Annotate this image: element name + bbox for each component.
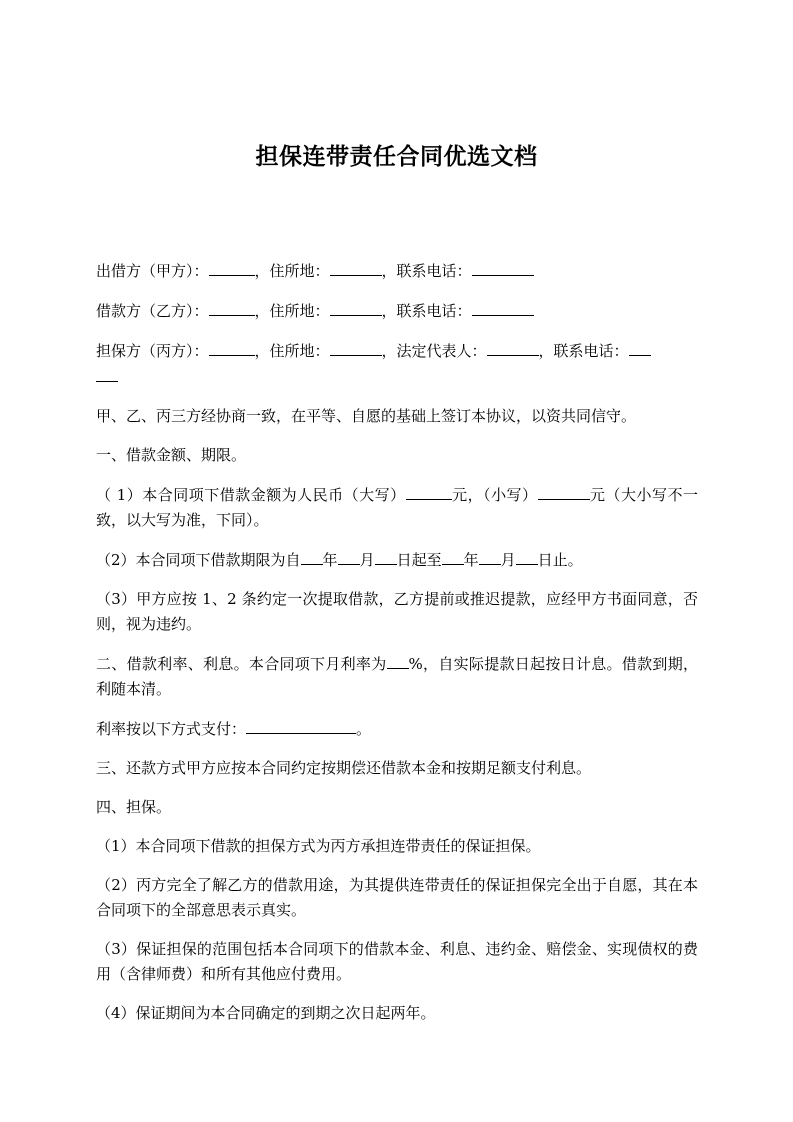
section-1-item-3: （3）甲方应按 1、2 条约定一次提取借款，乙方提前或推迟提款，应经甲方书面同意，否则，视为违约。 [96, 590, 698, 633]
text: 二、借款利率、利息。本合同项下月利率为 [96, 655, 387, 673]
lender-phone-blank [472, 258, 534, 276]
lender-phone-label: ，联系电话： [381, 262, 472, 280]
text: %，自实际提款日起按日计息。借款到期，利随本清。 [96, 655, 698, 698]
text: 年 [463, 551, 479, 569]
section-3-paragraph: 三、还款方式甲方应按本合同约定按期偿还借款本金和按期足额支付利息。 [96, 759, 592, 777]
text: 年 [322, 551, 338, 569]
section-1-heading: 一、借款金额、期限。 [96, 446, 247, 464]
lender-label: 出借方（甲方）： [96, 262, 209, 280]
start-month-blank [338, 547, 360, 565]
text: （2）本合同项下借款期限为自 [96, 551, 301, 569]
borrower-line [96, 298, 698, 324]
guarantor-name-blank [209, 338, 255, 356]
guarantor-address-blank [330, 338, 382, 356]
guarantor-line [96, 338, 698, 390]
text: 月 [359, 551, 375, 569]
section-4-item-2: （2）丙方完全了解乙方的借款用途，为其提供连带责任的保证担保完全出于自愿，其在本合同项下的全部意思表示真实。 [96, 876, 698, 919]
section-4-item-4: （4）保证期间为本合同确定的到期之次日起两年。 [96, 1004, 436, 1022]
guarantor-phone-blank-cont [96, 364, 118, 382]
section-1-item-2 [96, 547, 698, 573]
amount-lower-blank [538, 482, 590, 500]
intro-paragraph: 甲、乙、丙三方经协商一致，在平等、自愿的基础上签订本协议，以资共同信守。 [96, 407, 637, 425]
guarantor-address-label: ，住所地： [254, 342, 330, 360]
end-month-blank [479, 547, 501, 565]
guarantor-phone-blank [629, 338, 651, 356]
guarantor-phone-label: ，联系电话： [538, 342, 629, 360]
borrower-phone-blank [472, 298, 534, 316]
text: 日止。 [537, 551, 583, 569]
document-body [96, 258, 698, 1040]
start-year-blank [301, 547, 323, 565]
lender-name-blank [209, 258, 255, 276]
payment-method-line [96, 716, 698, 742]
lender-address-blank [330, 258, 382, 276]
document-title: 担保连带责任合同优选文档 [255, 144, 538, 170]
section-4-heading: 四、担保。 [96, 798, 172, 816]
amount-upper-blank [406, 482, 452, 500]
section-4-item-1: （1）本合同项下借款的担保方式为丙方承担连带责任的保证担保。 [96, 837, 541, 855]
start-day-blank [375, 547, 397, 565]
guarantor-rep-label: ，法定代表人： [381, 342, 487, 360]
lender-address-label: ，住所地： [254, 262, 330, 280]
guarantor-rep-blank [487, 338, 539, 356]
text: 利率按以下方式支付： [96, 720, 247, 738]
borrower-address-label: ，住所地： [254, 302, 330, 320]
interest-rate-blank [387, 651, 409, 669]
text: 日起至 [396, 551, 442, 569]
section-2-paragraph [96, 651, 698, 702]
text: 月 [500, 551, 516, 569]
section-4-item-3: （3）保证担保的范围包括本合同项下的借款本金、利息、违约金、赔偿金、实现债权的费用（含律师费）和所有其他应付费用。 [96, 940, 698, 983]
end-day-blank [516, 547, 538, 565]
borrower-name-blank [209, 298, 255, 316]
end-year-blank [442, 547, 464, 565]
text: 元（大小写不一致，以大写为准，下同）。 [96, 486, 698, 529]
section-1-item-1 [96, 482, 698, 533]
text: （ 1）本合同项下借款金额为人民币（大写） [96, 486, 406, 504]
borrower-label: 借款方（乙方）： [96, 302, 209, 320]
guarantor-label: 担保方（丙方）： [96, 342, 209, 360]
payment-method-blank [246, 716, 356, 734]
borrower-address-blank [330, 298, 382, 316]
borrower-phone-label: ，联系电话： [381, 302, 472, 320]
text: 。 [356, 720, 372, 738]
lender-line [96, 258, 698, 284]
text: 元，（小写） [451, 486, 538, 504]
